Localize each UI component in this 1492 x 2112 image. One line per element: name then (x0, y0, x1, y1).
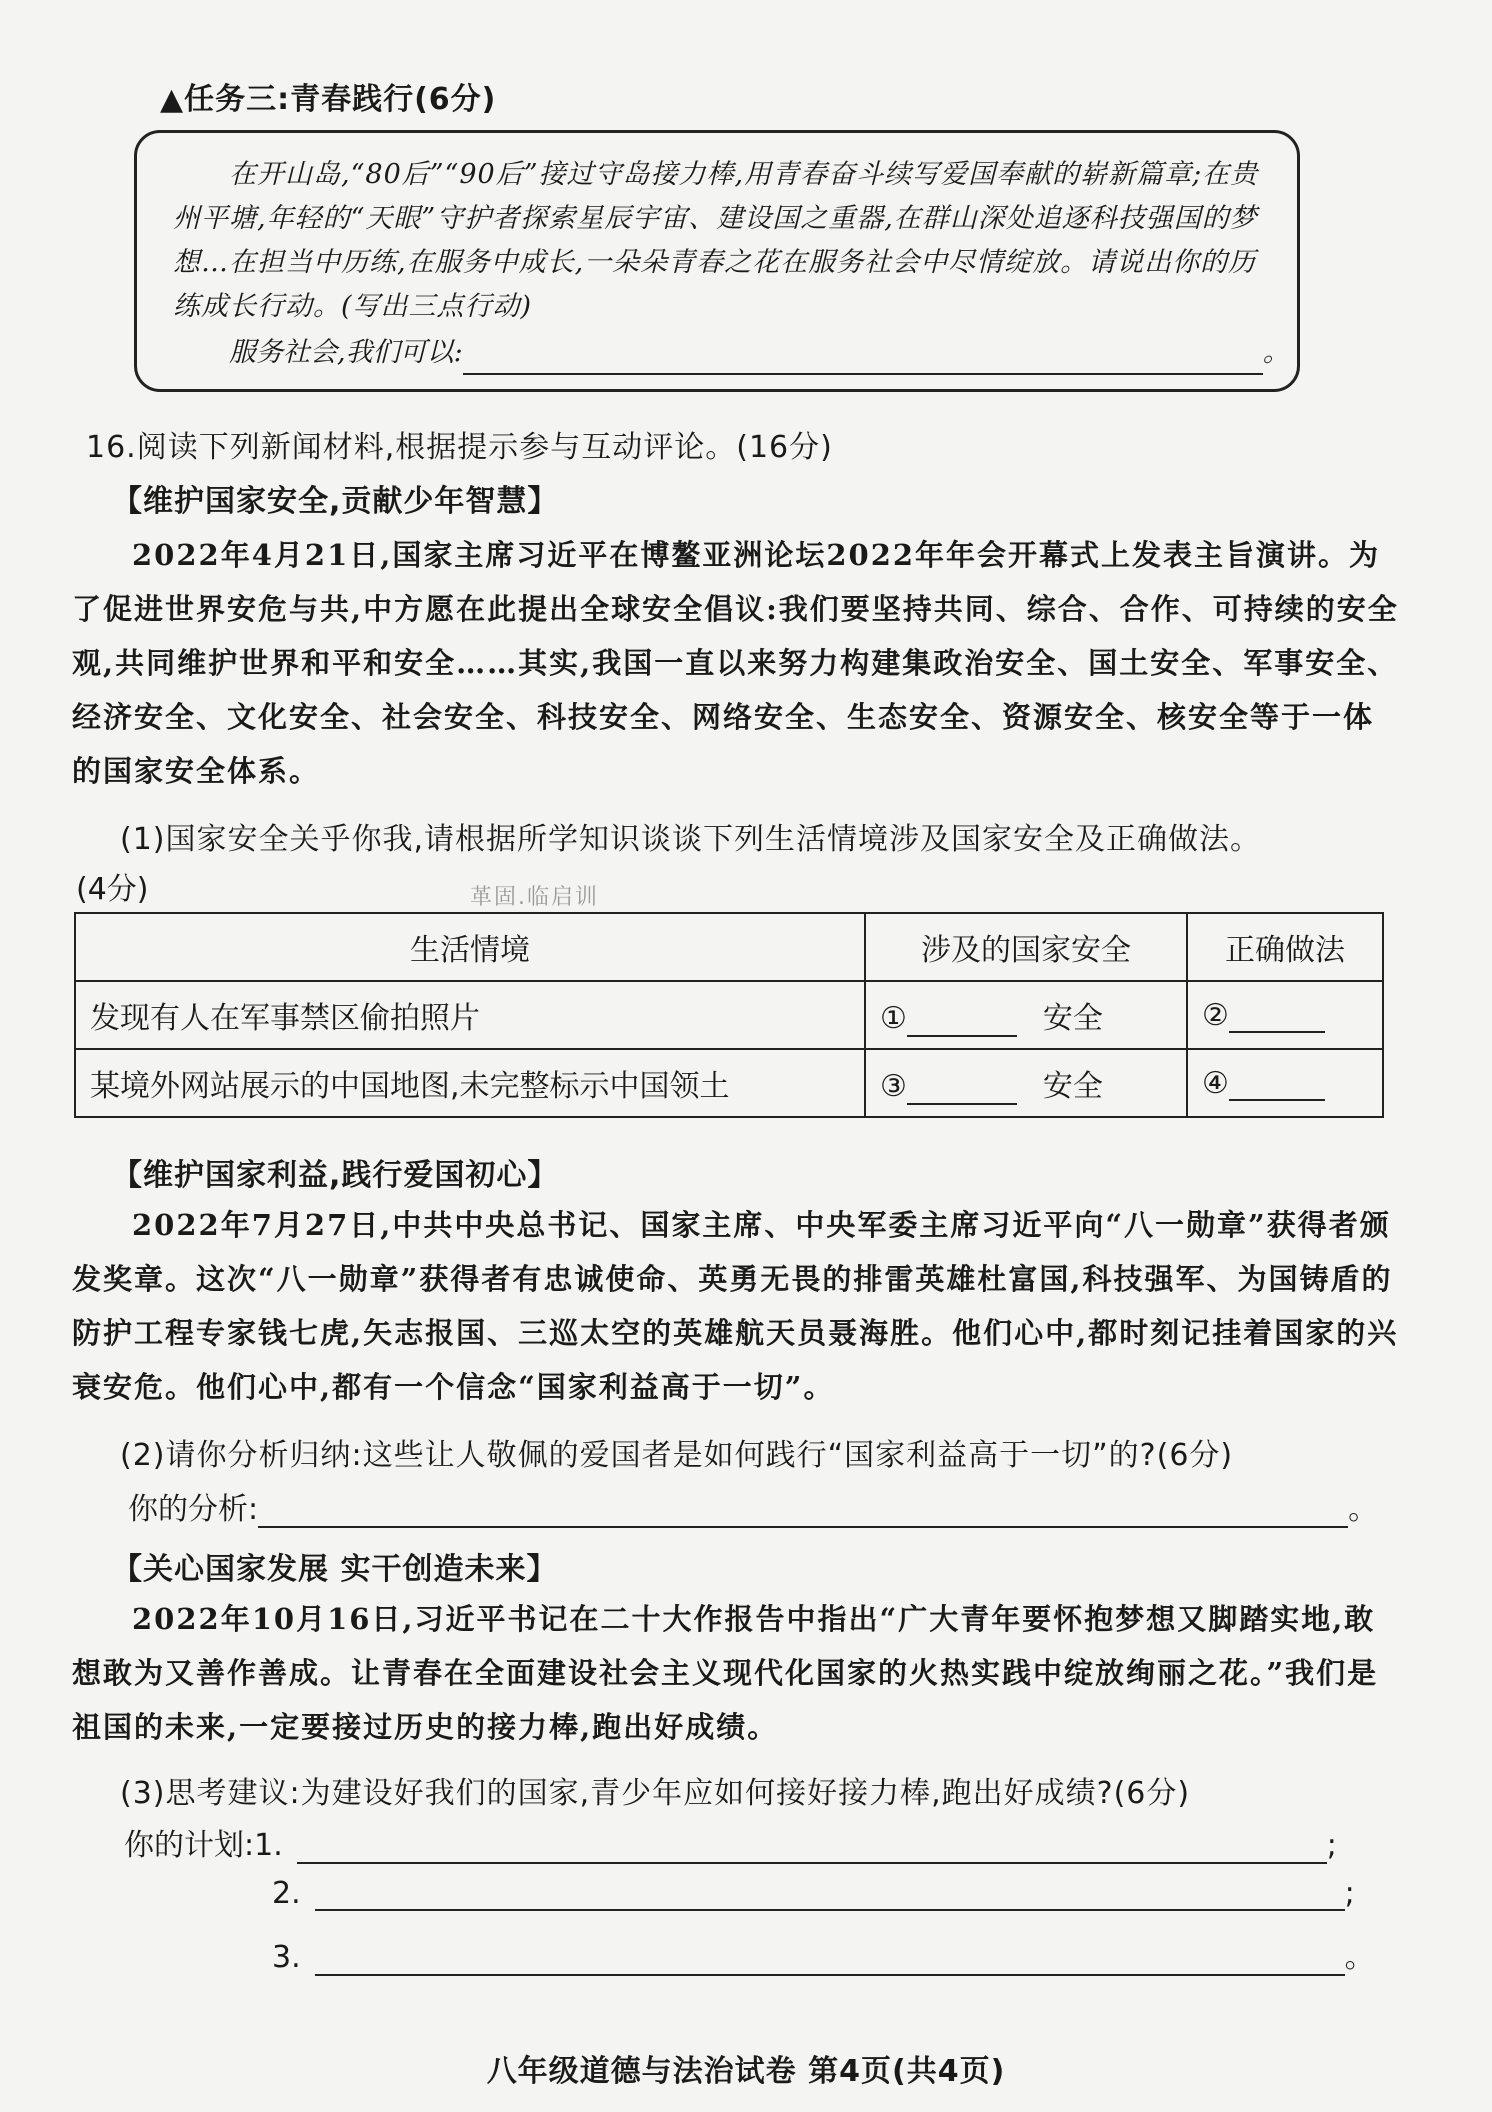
blank-mark: ① (880, 1001, 907, 1036)
table-header: 正确做法 (1187, 913, 1383, 981)
analysis-blank[interactable] (258, 1496, 1348, 1528)
sub-question-1-score: (4分) (76, 872, 149, 907)
action-cell[interactable] (1187, 981, 1383, 1049)
action-cell[interactable] (1187, 1049, 1383, 1117)
section2-text: 2022年7月27日,中共中央总书记、国家主席、中央军委主席习近平向“八一勋章”获得者颁发奖章。这次“八一勋章”获得者有忠诚使命、英勇无畏的排雷英雄杜富国,科技强军、为国铸盾的防护工程专家钱七虎,矢志报国、三巡太空的英雄航天员聂海胜。他们心中,都时刻记挂着国家的兴衰安危。他们心中,都有一个信念“国家利益高于一切”。 (72, 1208, 1399, 1404)
task3-answer-blank[interactable] (463, 343, 1263, 375)
plan-row-3 (272, 1932, 1375, 1976)
section1-text: 2022年4月21日,国家主席习近平在博鳌亚洲论坛2022年年会开幕式上发表主旨演讲。为了促进世界安危与共,中方愿在此提出全球安全倡议:我们要坚持共同、综合、合作、可持续的安全观,共同维护世界和平和安全……其实,我国一直以来努力构建集政治安全、国土安全、军事安全、经济安全、文化安全、社会安全、科技安全、网络安全、生态安全、资源安全、核安全等于一体的国家安全体系。 (72, 538, 1399, 788)
blank-mark: ③ (880, 1069, 907, 1104)
plan-end: 。 (1344, 1940, 1375, 1975)
table-header-row (75, 913, 1383, 981)
plan-number: 1. (254, 1828, 283, 1863)
page-footer: 八年级道德与法治试卷 第4页(共4页) (486, 2054, 1006, 2089)
security-suffix: 安全 (1042, 1069, 1103, 1104)
security-table (74, 912, 1384, 1118)
blank-mark: ④ (1202, 1065, 1229, 1101)
task3-title: ▲任务三:青春践行(6分) (160, 82, 497, 117)
blank-line[interactable] (907, 1077, 1017, 1105)
smudge-text: 革固.临启训 (470, 885, 599, 910)
table-header: 生活情境 (75, 913, 865, 981)
sub-question-1: (1)国家安全关乎你我,请根据所学知识谈谈下列生活情境涉及国家安全及正确做法。 (120, 822, 1262, 857)
sub-question-2: (2)请你分析归纳:这些让人敬佩的爱国者是如何践行“国家利益高于一切”的?(6分) (120, 1438, 1234, 1473)
plan-row-1 (124, 1820, 1337, 1864)
situation-cell: 某境外网站展示的中国地图,未完整标示中国领土 (75, 1049, 865, 1117)
section3-title: 【关心国家发展 实干创造未来】 (112, 1552, 558, 1587)
security-cell[interactable] (865, 1049, 1187, 1117)
task3-passage: 在开山岛,“80后”“90后”接过守岛接力棒,用青春奋斗续写爱国奉献的崭新篇章;在贵州平塘,年轻的“天眼”守护者探索星辰宇宙、建设国之重器,在群山深处追逐科技强国的梦想…在担当中历练,在服务中成长,一朵朵青春之花在服务社会中尽情绽放。请说出你的历练成长行动。(写出三点行动) (173, 159, 1259, 322)
task3-answer-row (173, 331, 1290, 375)
plan-label: 你的计划: (124, 1828, 255, 1863)
plan-number: 3. (272, 1940, 301, 1975)
task3-answer-label: 服务社会,我们可以: (229, 337, 463, 368)
plan-end: ; (1344, 1876, 1355, 1911)
plan-row-2 (272, 1876, 1355, 1911)
analysis-end: 。 (1348, 1492, 1379, 1527)
blank-mark: ② (1202, 997, 1229, 1033)
sub-question-3: (3)思考建议:为建设好我们的国家,青少年应如何接好接力棒,跑出好成绩?(6分) (120, 1776, 1191, 1811)
blank-line[interactable] (1229, 1005, 1325, 1033)
security-suffix: 安全 (1042, 1001, 1103, 1036)
plan-blank[interactable] (315, 1879, 1345, 1911)
blank-line[interactable] (907, 1009, 1017, 1037)
table-row (75, 1049, 1383, 1117)
task3-answer-end: 。 (1262, 337, 1290, 368)
question-16-heading: 16.阅读下列新闻材料,根据提示参与互动评论。(16分) (86, 430, 833, 465)
plan-blank[interactable] (315, 1944, 1345, 1976)
situation-cell: 发现有人在军事禁区偷拍照片 (75, 981, 865, 1049)
task3-scenario-box (134, 130, 1300, 392)
plan-number: 2. (272, 1876, 301, 1911)
table-row (75, 981, 1383, 1049)
section1-title: 【维护国家安全,贡献少年智慧】 (112, 484, 559, 519)
table-header: 涉及的国家安全 (865, 913, 1187, 981)
analysis-row (128, 1484, 1378, 1528)
analysis-label: 你的分析: (128, 1492, 259, 1527)
plan-blank[interactable] (297, 1832, 1327, 1864)
plan-end: ; (1326, 1828, 1337, 1863)
blank-line[interactable] (1229, 1073, 1325, 1101)
section2-title: 【维护国家利益,践行爱国初心】 (112, 1158, 559, 1193)
section3-text: 2022年10月16日,习近平书记在二十大作报告中指出“广大青年要怀抱梦想又脚踏实地,敢想敢为又善作善成。让青春在全面建设社会主义现代化国家的火热实践中绽放绚丽之花。”我们是祖国的未来,一定要接过历史的接力棒,跑出好成绩。 (72, 1602, 1379, 1744)
security-cell[interactable] (865, 981, 1187, 1049)
